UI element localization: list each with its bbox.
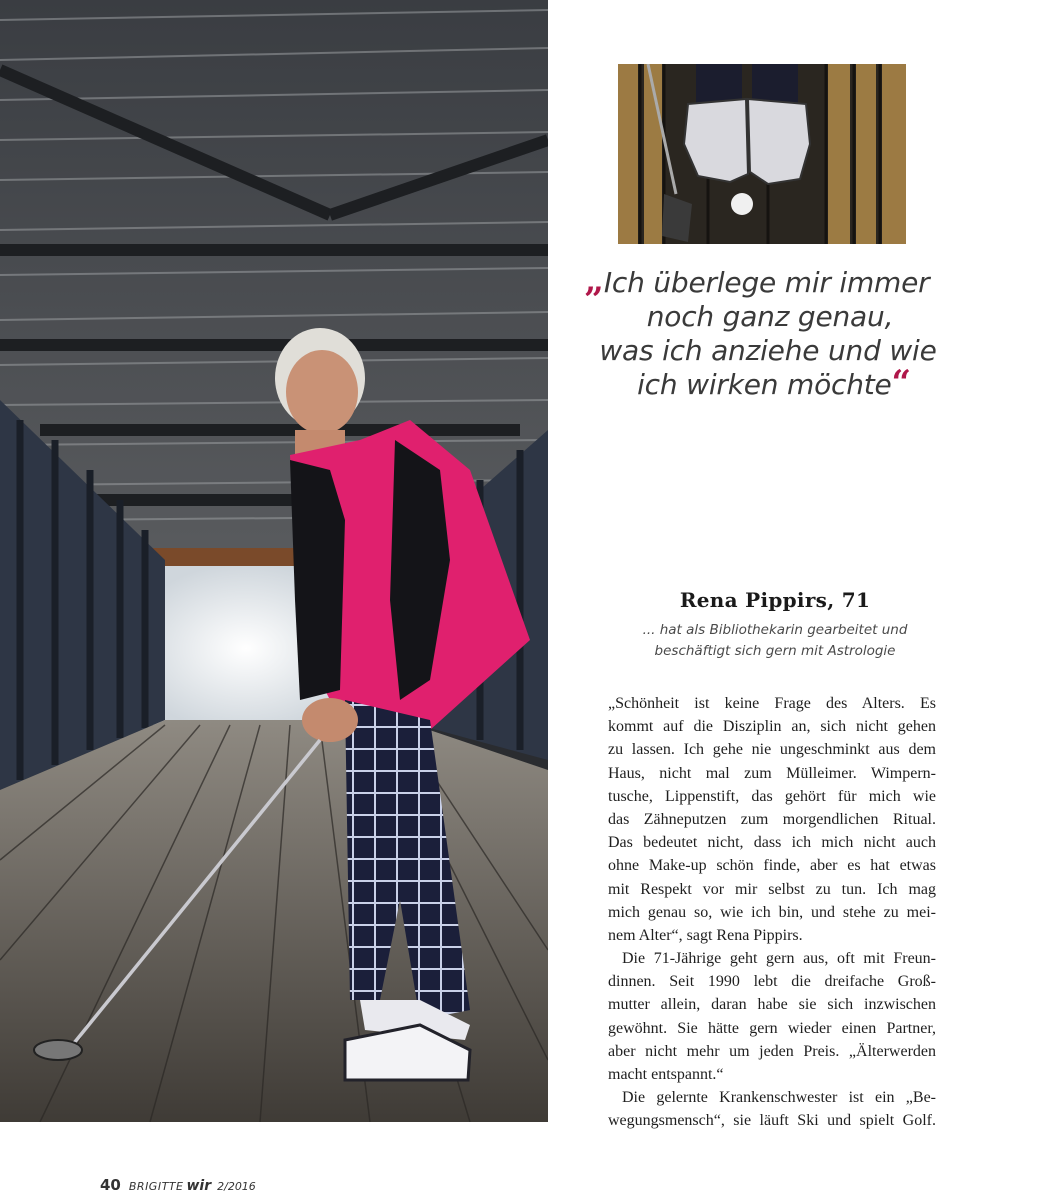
quote-close-mark: “: [891, 363, 911, 403]
body-line: „Schönheit ist keine Frage des Alters. Es: [608, 695, 936, 712]
quote-line: ich wirken möchte“: [637, 363, 911, 403]
body-line: ohne Make-up schön finde, aber es hat etwas: [608, 857, 936, 875]
body-line: wegungsmensch“, sie läuft Ski und spielt Golf.: [608, 1112, 936, 1130]
article-body: [608, 692, 936, 1133]
body-line: gewöhnt. Sie hätte gern wieder einen Partner,: [608, 1019, 936, 1037]
magazine-brand: BRIGITTE: [128, 1180, 184, 1193]
body-line: mutter allein, daran habe sie sich inzwischen: [608, 996, 936, 1014]
body-line: macht entspannt.“: [608, 1066, 724, 1083]
body-line: tusche, Lippenstift, das gehört für mich wie: [608, 787, 936, 805]
body-line: kommt auf die Disziplin an, sich nicht gehen: [608, 718, 936, 736]
body-line: das Zähneputzen zum morgendlichen Ritual.: [608, 810, 936, 828]
golfer-photo-illustration: [0, 0, 548, 1122]
quote-line: „Ich überlege mir immer: [584, 261, 930, 301]
body-line: mich genau so, wie ich bin, und stehe zu mei-: [608, 903, 936, 921]
page-number: 40: [100, 1176, 121, 1194]
person-subtitle: [600, 620, 950, 662]
page-footer: [100, 1175, 256, 1194]
quote-open-mark: „: [584, 261, 604, 301]
body-line: Die 71-Jährige geht gern aus, oft mit Freun-: [622, 950, 936, 968]
body-line: nem Alter“, sagt Rena Pippirs.: [608, 926, 803, 944]
inset-photo: [618, 64, 906, 244]
person-name: Rena Pippirs, 71: [679, 588, 871, 612]
subtitle-line: ... hat als Bibliothekarin gearbeitet und: [642, 622, 908, 638]
body-line: aber nicht mehr um jeden Preis. „Älterwerden: [608, 1042, 936, 1060]
magazine-brand-suffix: wir: [186, 1178, 212, 1194]
quote-line: noch ganz genau,: [646, 300, 894, 333]
body-line: Das bedeutet nicht, dass ich mich nicht auch: [608, 834, 936, 852]
main-photo: [0, 0, 548, 1122]
quote-line: was ich anziehe und wie: [599, 334, 937, 367]
body-line: Die gelernte Krankenschwester ist ein „Be-: [622, 1089, 936, 1107]
body-line: dinnen. Seit 1990 lebt die dreifache Groß-: [608, 973, 936, 991]
issue-number: 2/2016: [217, 1180, 256, 1193]
pull-quote: [560, 261, 980, 403]
body-line: mit Respekt vor mir selbst zu tun. Ich mag: [608, 880, 936, 898]
subtitle-line: beschäftigt sich gern mit Astrologie: [654, 643, 896, 659]
golf-shoes-photo-illustration: [618, 64, 906, 244]
body-line: Haus, nicht mal zum Mülleimer. Wimpern-: [608, 764, 936, 782]
body-line: zu lassen. Ich gehe nie ungeschminkt aus dem: [608, 741, 936, 759]
